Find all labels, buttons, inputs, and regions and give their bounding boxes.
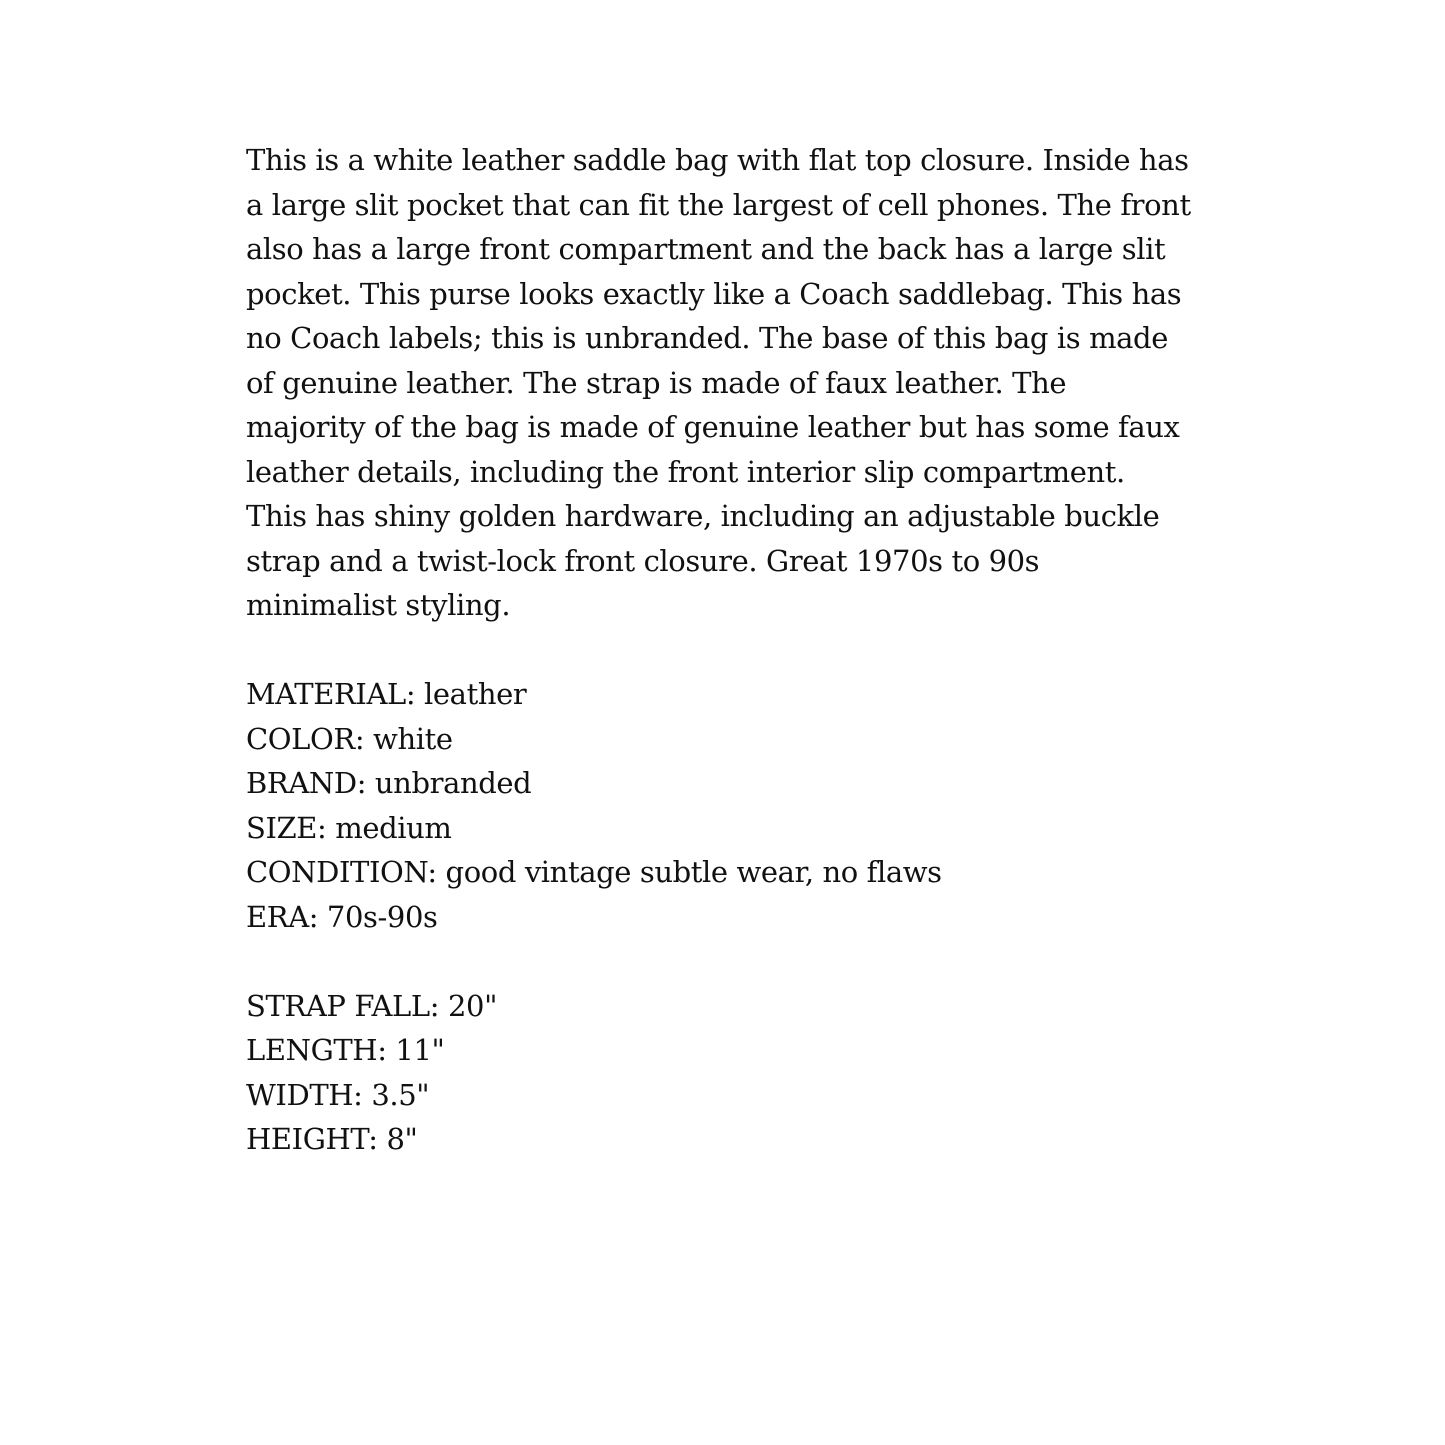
spec-era: ERA: 70s-90s (246, 899, 438, 934)
specs-list (246, 672, 1206, 939)
description-line: no Coach labels; this is unbranded. The base of this bag is made (246, 321, 1168, 355)
description-line: strap and a twist-lock front closure. Great 1970s to 90s (246, 543, 1040, 578)
spec-condition: CONDITION: good vintage subtle wear, no flaws (246, 855, 942, 889)
spec-material: MATERIAL: leather (246, 677, 527, 711)
listing-document (246, 138, 1206, 1162)
dim-height: HEIGHT: 8" (246, 1122, 418, 1156)
description-line: This has shiny golden hardware, including an adjustable buckle (246, 499, 1160, 533)
dim-length: LENGTH: 11" (246, 1033, 445, 1067)
description-line: majority of the bag is made of genuine leather but has some faux (246, 410, 1180, 444)
description-line: a large slit pocket that can fit the largest of cell phones. The front (246, 187, 1191, 222)
description-line: leather details, including the front interior slip compartment. (246, 454, 1125, 489)
description-paragraph (246, 138, 1206, 628)
description-line: also has a large front compartment and the back has a large slit (246, 232, 1166, 266)
description-line: minimalist styling. (246, 588, 511, 622)
dim-strap-fall: STRAP FALL: 20" (246, 988, 498, 1023)
spec-size: SIZE: medium (246, 810, 452, 845)
description-line: pocket. This purse looks exactly like a Coach saddlebag. This has (246, 276, 1182, 311)
spec-color: COLOR: white (246, 721, 453, 756)
description-line: of genuine leather. The strap is made of faux leather. The (246, 365, 1067, 400)
dim-width: WIDTH: 3.5" (246, 1077, 430, 1112)
description-line: This is a white leather saddle bag with flat top closure. Inside has (246, 143, 1189, 177)
spec-brand: BRAND: unbranded (246, 766, 532, 800)
dimensions-list (246, 984, 1206, 1162)
